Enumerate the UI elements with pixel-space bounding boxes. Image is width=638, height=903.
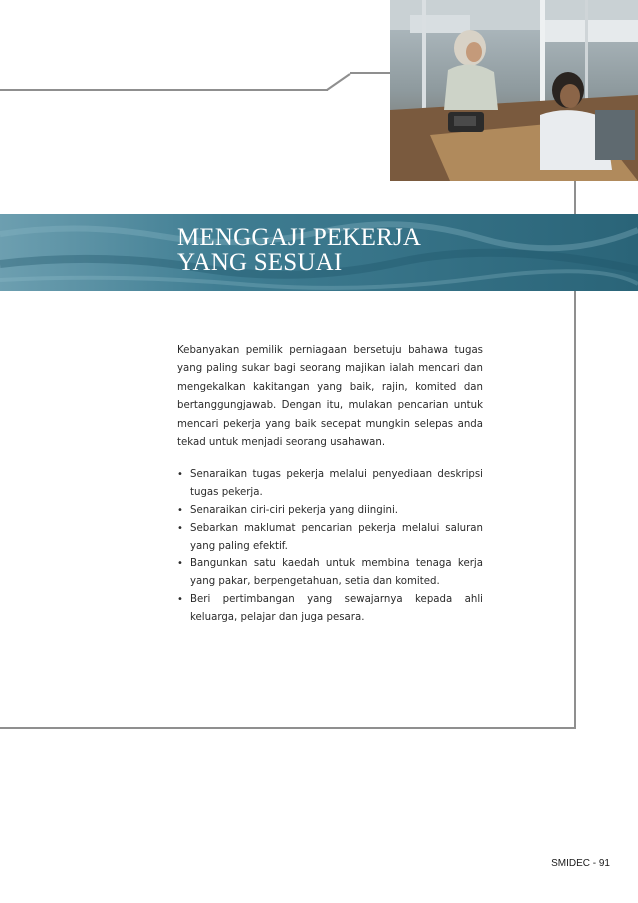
frame-line-top-left [0,89,328,91]
frame-line-top-mid [350,72,390,74]
page-title [177,225,421,275]
list-item-text: Senaraikan ciri-ciri pekerja yang diingini. [190,505,399,517]
bullet-icon: • [177,505,183,517]
list-item [177,502,483,520]
frame-line-bottom [0,727,576,729]
bullet-icon: • [177,594,183,606]
page-title-line-2: YANG SESUAI [177,249,343,276]
list-item [177,555,483,591]
intro-paragraph: Kebanyakan pemilik perniagaan bersetuju bahawa tugas yang paling sukar bagi seorang majikan ialah mencari dan mengekalkan kakitangan yang baik, rajin, komited dan bertanggungjawab. Dengan itu, mulakan pencarian untuk mencari pekerja yang baik secepat mungkin selepas anda tekad untuk menjadi seorang usahawan. [177,345,483,449]
bullet-icon: • [177,469,183,481]
list-item-text: Sebarkan maklumat pencarian pekerja melalui saluran yang paling efektif. [190,522,483,552]
list-item [177,591,483,627]
frame-line-diagonal [326,72,354,92]
page-number: SMIDEC - 91 [551,858,610,869]
factory-workers-photo [390,0,638,181]
list-item [177,466,483,502]
list-item-text: Bangunkan satu kaedah untuk membina tenaga kerja yang pakar, berpengetahuan, setia dan komited. [190,558,483,588]
bullet-icon: • [177,558,183,570]
list-item-text: Senaraikan tugas pekerja melalui penyediaan deskripsi tugas pekerja. [190,469,483,499]
article-body [177,342,483,627]
bullet-list [177,466,483,626]
bullet-icon: • [177,522,183,534]
list-item [177,520,483,556]
list-item-text: Beri pertimbangan yang sewajarnya kepada ahli keluarga, pelajar dan juga pesara. [190,594,483,623]
page-title-line-1: MENGGAJI PEKERJA [177,224,422,251]
